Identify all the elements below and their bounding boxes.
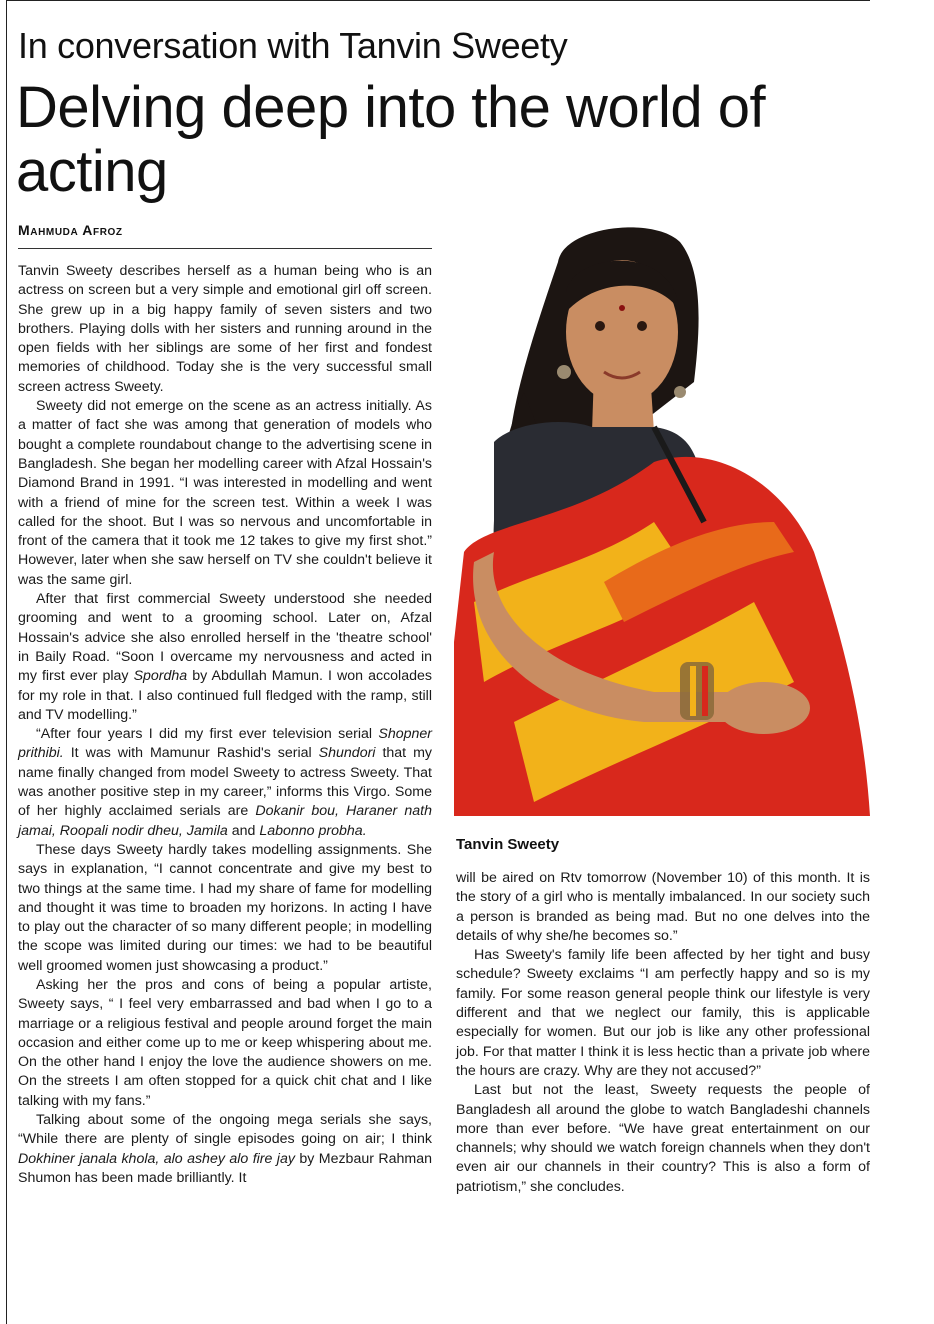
paragraph: These days Sweety hardly takes modelling assignments. She says in explanation, “I cannot concentrate and give my best to two things at the same time. I had my share of fame for modelling and thought it was time to broaden my horizons. In acting I have to play out the character of so many different people; in modelling the scope was limited during our times: we had to be beautiful well groomed women just showcasing a product.” bbox=[18, 841, 432, 974]
left-column-rule bbox=[6, 0, 7, 1324]
paragraph: After that first commercial Sweety understood she needed grooming and went to a grooming school. Later on, Afzal Hossain's advice she also enrolled herself in the 'theatre school' in Baily Road. “Soon I overcame my nervousness and acted in my first ever play Spordha by Abdullah Mamun. I won accolades for my role in that. I also continued full fledged with the ramp, still and TV modelling.” bbox=[18, 591, 432, 723]
paragraph: Asking her the pros and cons of being a popular artiste, Sweety says, “ I feel very embarrassed and bad when I go to a marriage or a religious festival and people around forget the main occasion and either come up to me or keep whispering about me. On the other hand I enjoy the love the audience showers on me. On the streets I am often stopped for a quick chit chat and I like talking with my fans.” bbox=[18, 976, 432, 1109]
paragraph: Has Sweety's family life been affected by her tight and busy schedule? Sweety exclaims “I am perfectly happy and so is my family. For some reason general people think our lifestyle is very different and that we neglect our family, this is applicable especially for women. But our job is like any other professional job. For that matter I think it is less hectic than a private job where the hours are crazy. Why are they not accused?” bbox=[456, 947, 870, 1079]
paragraph: Sweety did not emerge on the scene as an actress initially. As a matter of fact she was among that generation of models who bought a complete roundabout change to the advertising scene in Bangladesh. She began her modelling career with Afzal Hossain's Diamond Brand in 1991. “I was interested in modelling and went with a friend of mine for the screen test. Within a week I was called for the shoot. But I was so nervous and uncomfortable in front of the camera that it took me 12 takes to give my first shot.” However, later when she saw herself on TV she couldn't believe it was the same girl. bbox=[18, 398, 432, 588]
article-headline: Delving deep into the world of acting bbox=[16, 75, 766, 204]
article-column-1 bbox=[18, 262, 432, 1188]
photo-caption: Tanvin Sweety bbox=[456, 836, 560, 853]
article-column-2 bbox=[456, 869, 870, 1197]
portrait-photo bbox=[454, 222, 870, 816]
paragraph: Last but not the least, Sweety requests the people of Bangladesh all around the globe to watch Bangladeshi channels more than ever before. “We have great entertainment on our channels; why should we watch foreign channels when they don't even air our channels in their country? This is also a form of patriotism,” she concludes. bbox=[456, 1082, 870, 1195]
paragraph: Tanvin Sweety describes herself as a human being who is an actress on screen but a very simple and emotional girl off screen. She grew up in a big happy family of seven sisters and two brothers. Playing dolls with her sisters and running around in the open fields with her siblings are some of her first and fondest memories of childhood. Today she is the very successful small screen actress Sweety. bbox=[18, 263, 432, 395]
article-kicker: In conversation with Tanvin Sweety bbox=[18, 25, 568, 66]
paragraph: “After four years I did my first ever television serial Shopner prithibi. It was with Mamunur Rashid's serial Shundori that my name finally changed from model Sweety to actress Sweety. That was another positive step in my career,” informs this Virgo. Some of her highly acclaimed serials are Dokanir bou, Haraner nath jamai, Roopali nodir dheu, Jamila and Labonno probha. bbox=[18, 726, 432, 839]
top-rule bbox=[6, 0, 870, 1]
paragraph: Talking about some of the ongoing mega serials she says, “While there are plenty of single episodes going on air; I think Dokhiner janala khola, alo ashey alo fire jay by Mezbaur Rahman Shumon has been made brilliantly. It bbox=[18, 1112, 432, 1186]
paragraph: will be aired on Rtv tomorrow (November 10) of this month. It is the story of a girl who is mentally imbalanced. In our society such a person is branded as being mad. But no one delves into the details of why she/he becomes so.” bbox=[456, 870, 870, 944]
byline-rule bbox=[18, 248, 432, 249]
byline: Mahmuda Afroz bbox=[18, 222, 123, 238]
